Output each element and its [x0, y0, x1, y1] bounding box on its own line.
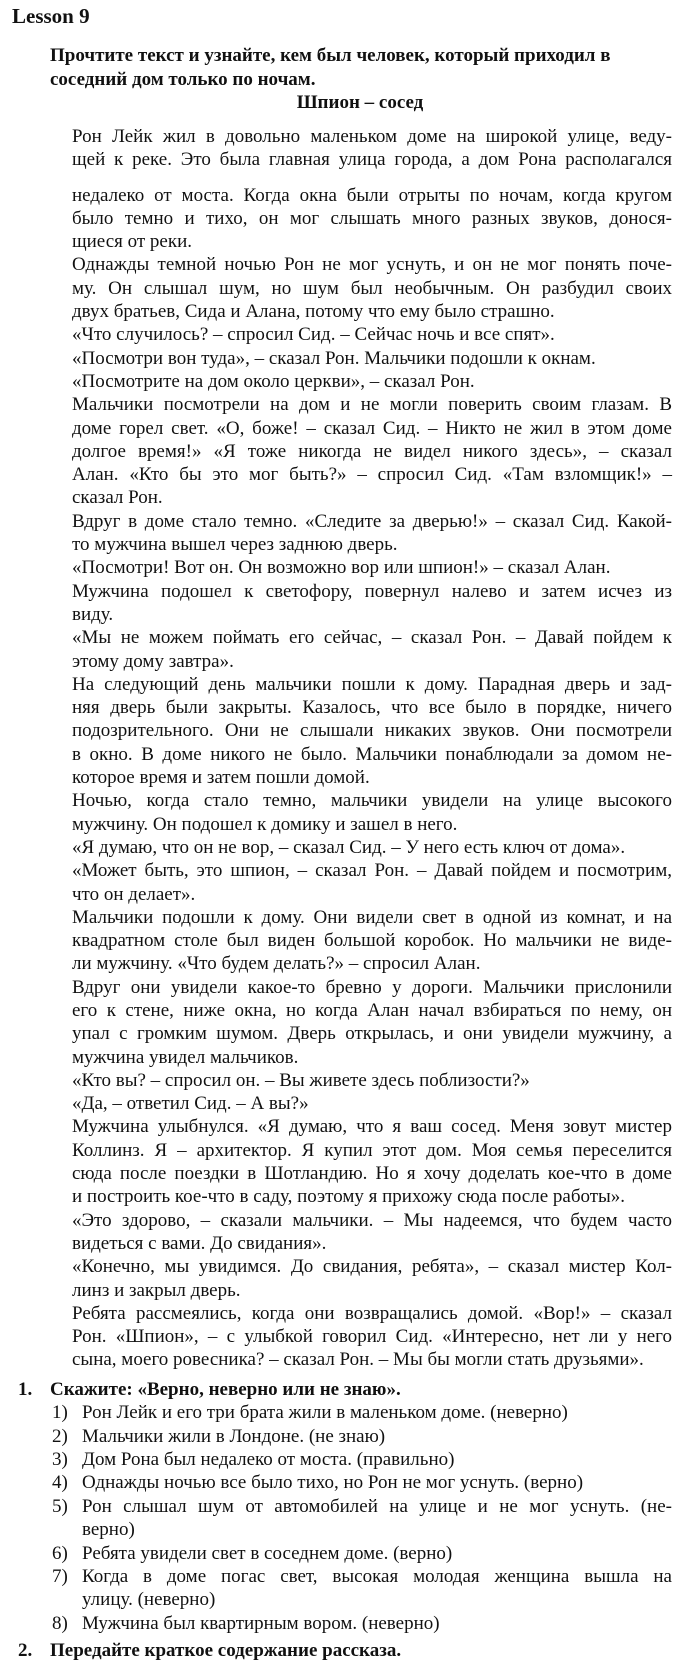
- story-line: то мужчина вышел через заднюю дверь.: [72, 534, 398, 556]
- item-text-line: Рон слышал шум от автомобилей на улице и не мог уснуть. (не-: [82, 1495, 672, 1517]
- instruction-line: соседний дом только по ночам.: [50, 69, 316, 90]
- story-line: сына, моего ровесника? – сказал Рон. – Мы бы могли стать друзьями».: [72, 1349, 644, 1371]
- story-line: Мужчина улыбнулся. «Я думаю, что я ваш сосед. Меня зовут мистер: [72, 1116, 672, 1138]
- item-text-line: Рон Лейк и его три брата жили в маленьком доме. (неверно): [82, 1402, 568, 1424]
- exercise-item: [0, 1471, 672, 1494]
- story-line: «Может быть, это шпион, – сказал Рон. – Давай пойдем и посмотрим,: [72, 860, 672, 882]
- item-number: 5): [52, 1495, 68, 1517]
- exercise-2-heading: [0, 1639, 700, 1662]
- story-line: его к стене, ниже окна, но когда Алан начал взбираться по нему, он: [72, 999, 672, 1021]
- story-line: и построить кое-что в саду, поэтому я прихожу сюда после работы».: [72, 1186, 626, 1208]
- item-text: [82, 1612, 672, 1635]
- item-text: [82, 1495, 672, 1542]
- story-line: Коллинз. Я – архитектор. Я купил этот дом. Моя семья переселится: [72, 1139, 672, 1161]
- exercise-1-heading: [0, 1378, 700, 1401]
- story-line: Алан. «Кто бы это мог быть?» – спросил Сид. «Там взломщик!» –: [72, 464, 672, 486]
- item-text-line: Мужчина был квартирным вором. (неверно): [82, 1612, 440, 1634]
- item-number: 2): [52, 1425, 68, 1447]
- item-text-line: улицу. (неверно): [82, 1589, 216, 1611]
- story-line: «Конечно, мы увидимся. До свидания, ребята», – сказал мистер Кол-: [72, 1256, 672, 1278]
- story-line: «Кто вы? – спросил он. – Вы живете здесь поблизости?»: [72, 1069, 530, 1091]
- exercise-1-items: [0, 1401, 700, 1635]
- story-line: щиеся от реки.: [72, 231, 193, 253]
- story-line: подозрительного. Они не слышали никаких звуков. Они посмотрели: [72, 720, 672, 742]
- story-line: «Посмотри вон туда», – сказал Рон. Мальчики подошли к окнам.: [72, 347, 596, 369]
- story-line: которое время и затем пошли домой.: [72, 767, 370, 789]
- exercise-title: Передайте краткое содержание рассказа.: [50, 1640, 402, 1662]
- story-line: Ребята рассмеялись, когда они возвращались домой. «Вор!» – сказал: [72, 1302, 672, 1324]
- item-text: [82, 1425, 672, 1448]
- story-line: ли мужчину. «Что будем делать?» – спросил Алан.: [72, 953, 481, 975]
- story-line: что он делает».: [72, 883, 196, 905]
- story-line: Мальчики посмотрели на дом и не могли поверить своим глазам. В: [72, 394, 672, 416]
- exercise-item: [0, 1565, 672, 1612]
- story-line: Однажды темной ночью Рон не мог уснуть, и он не мог понять поче-: [72, 254, 672, 276]
- story-line: «Я думаю, что он не вор, – сказал Сид. – У него есть ключ от дома».: [72, 836, 626, 858]
- story-line: квадратном столе был виден большой коробок. Но мальчики не виде-: [72, 930, 672, 952]
- item-text: [82, 1471, 672, 1494]
- story-line: Вдруг в доме стало темно. «Следите за дверью!» – сказал Сид. Какой-: [72, 510, 672, 532]
- story-line: линз и закрыл дверь.: [72, 1279, 241, 1301]
- item-number: 3): [52, 1448, 68, 1470]
- exercise-title: Скажите: «Верно, неверно или не знаю».: [50, 1378, 401, 1400]
- story-line: няя дверь были закрыты. Казалось, что все было в порядке, ничего: [72, 697, 672, 719]
- story-line: «Мы не можем поймать его сейчас, – сказал Рон. – Давай пойдем к: [72, 627, 672, 649]
- story-line: «Это здорово, – сказали мальчики. – Мы надеемся, что будем часто: [72, 1209, 672, 1231]
- item-text: [82, 1448, 672, 1471]
- story-line: «Что случилось? – спросил Сид. – Сейчас ночь и все спят».: [72, 324, 555, 346]
- story-line: му. Он слышал шум, но шум был необычным. Он разбудил своих: [72, 277, 672, 299]
- story-line: долгое время!» «Я тоже никогда не видел никого здесь», – сказал: [72, 440, 672, 462]
- story-line: мужчина увидел мальчиков.: [72, 1046, 299, 1068]
- main-content: [0, 125, 700, 1663]
- exercises: [0, 1378, 700, 1663]
- story-line: в окно. В доме никого не было. Мальчики понаблюдали за домом не-: [72, 743, 672, 765]
- item-number: 1): [52, 1402, 68, 1424]
- story-text: [72, 125, 672, 1372]
- exercise-item: [0, 1542, 672, 1565]
- exercise-number: 1.: [18, 1378, 33, 1400]
- story-line: сюда после поездки в Шотландию. Но я хочу доделать кое-что в доме: [72, 1163, 672, 1185]
- story-line: упал с громким шумом. Дверь открылась, и они увидели мужчину, а: [72, 1023, 672, 1045]
- story-line: сказал Рон.: [72, 487, 163, 509]
- story-title: Шпион – сосед: [296, 92, 424, 113]
- story-line: виду.: [72, 603, 114, 625]
- story-line: «Посмотри! Вот он. Он возможно вор или шпион!» – сказал Алан.: [72, 557, 611, 579]
- exercise-number: 2.: [18, 1640, 33, 1662]
- item-text: [82, 1542, 672, 1565]
- story-line: мужчину. Он подошел к домику и зашел в него.: [72, 813, 458, 835]
- item-text-line: Когда в доме погас свет, высокая молодая женщина вышла на: [82, 1565, 672, 1587]
- story-line: видеться с вами. До свидания».: [72, 1232, 327, 1254]
- story-line: «Посмотрите на дом около церкви», – сказал Рон.: [72, 370, 475, 392]
- exercise-item: [0, 1401, 672, 1424]
- item-number: 7): [52, 1565, 68, 1587]
- story-line: недалеко от моста. Когда окна были отрыты по ночам, когда кругом: [72, 184, 672, 206]
- story-line: На следующий день мальчики пошли к дому. Парадная дверь и зад-: [72, 673, 672, 695]
- exercise-item: [0, 1612, 672, 1635]
- item-text-line: Однажды ночью все было тихо, но Рон не мог уснуть. (верно): [82, 1472, 584, 1494]
- story-line: доме горел свет. «О, боже! – сказал Сид. – Никто не жил в этом доме: [72, 417, 672, 439]
- item-number: 8): [52, 1612, 68, 1634]
- story-line: щей к реке. Это была главная улица города, а дом Рона располагался: [72, 149, 672, 171]
- item-text: [82, 1401, 672, 1424]
- story-line: Ночью, когда стало темно, мальчики увидели на улице высокого: [72, 790, 672, 812]
- item-text-line: верно): [82, 1519, 135, 1541]
- exercise-item: [0, 1448, 672, 1471]
- item-text: [82, 1565, 672, 1612]
- story-line: Мальчики подошли к дому. Они видели свет в одной из комнат, и на: [72, 906, 672, 928]
- story-line: Вдруг они увидели какое-то бревно у дороги. Мальчики прислонили: [72, 976, 672, 998]
- item-text-line: Ребята увидели свет в соседнем доме. (верно): [82, 1542, 453, 1564]
- item-number: 6): [52, 1542, 68, 1564]
- story-line: Рон Лейк жил в довольно маленьком доме на широкой улице, веду-: [72, 126, 672, 147]
- reading-instruction: [50, 44, 672, 92]
- story-line: Рон. «Шпион», – с улыбкой говорил Сид. «Интересно, нет ли у него: [72, 1326, 672, 1348]
- story-line: «Да, – ответил Сид. – А вы?»: [72, 1093, 309, 1115]
- exercise-item: [0, 1425, 672, 1448]
- item-number: 4): [52, 1472, 68, 1494]
- story-line: было темно и тихо, он мог слышать много разных звуков, донося-: [72, 207, 672, 229]
- lesson-heading: Lesson 9: [12, 4, 90, 28]
- exercise-item: [0, 1495, 672, 1542]
- item-text-line: Мальчики жили в Лондоне. (не знаю): [82, 1425, 386, 1447]
- story-line: Мужчина подошел к светофору, повернул налево и затем исчез из: [72, 580, 672, 602]
- story-line: двух братьев, Сида и Алана, потому что ему было страшно.: [72, 301, 555, 323]
- item-text-line: Дом Рона был недалеко от моста. (правильно): [82, 1448, 455, 1470]
- instruction-line: Прочтите текст и узнайте, кем был человек, который приходил в: [50, 45, 611, 66]
- story-line: этому дому завтра».: [72, 650, 234, 672]
